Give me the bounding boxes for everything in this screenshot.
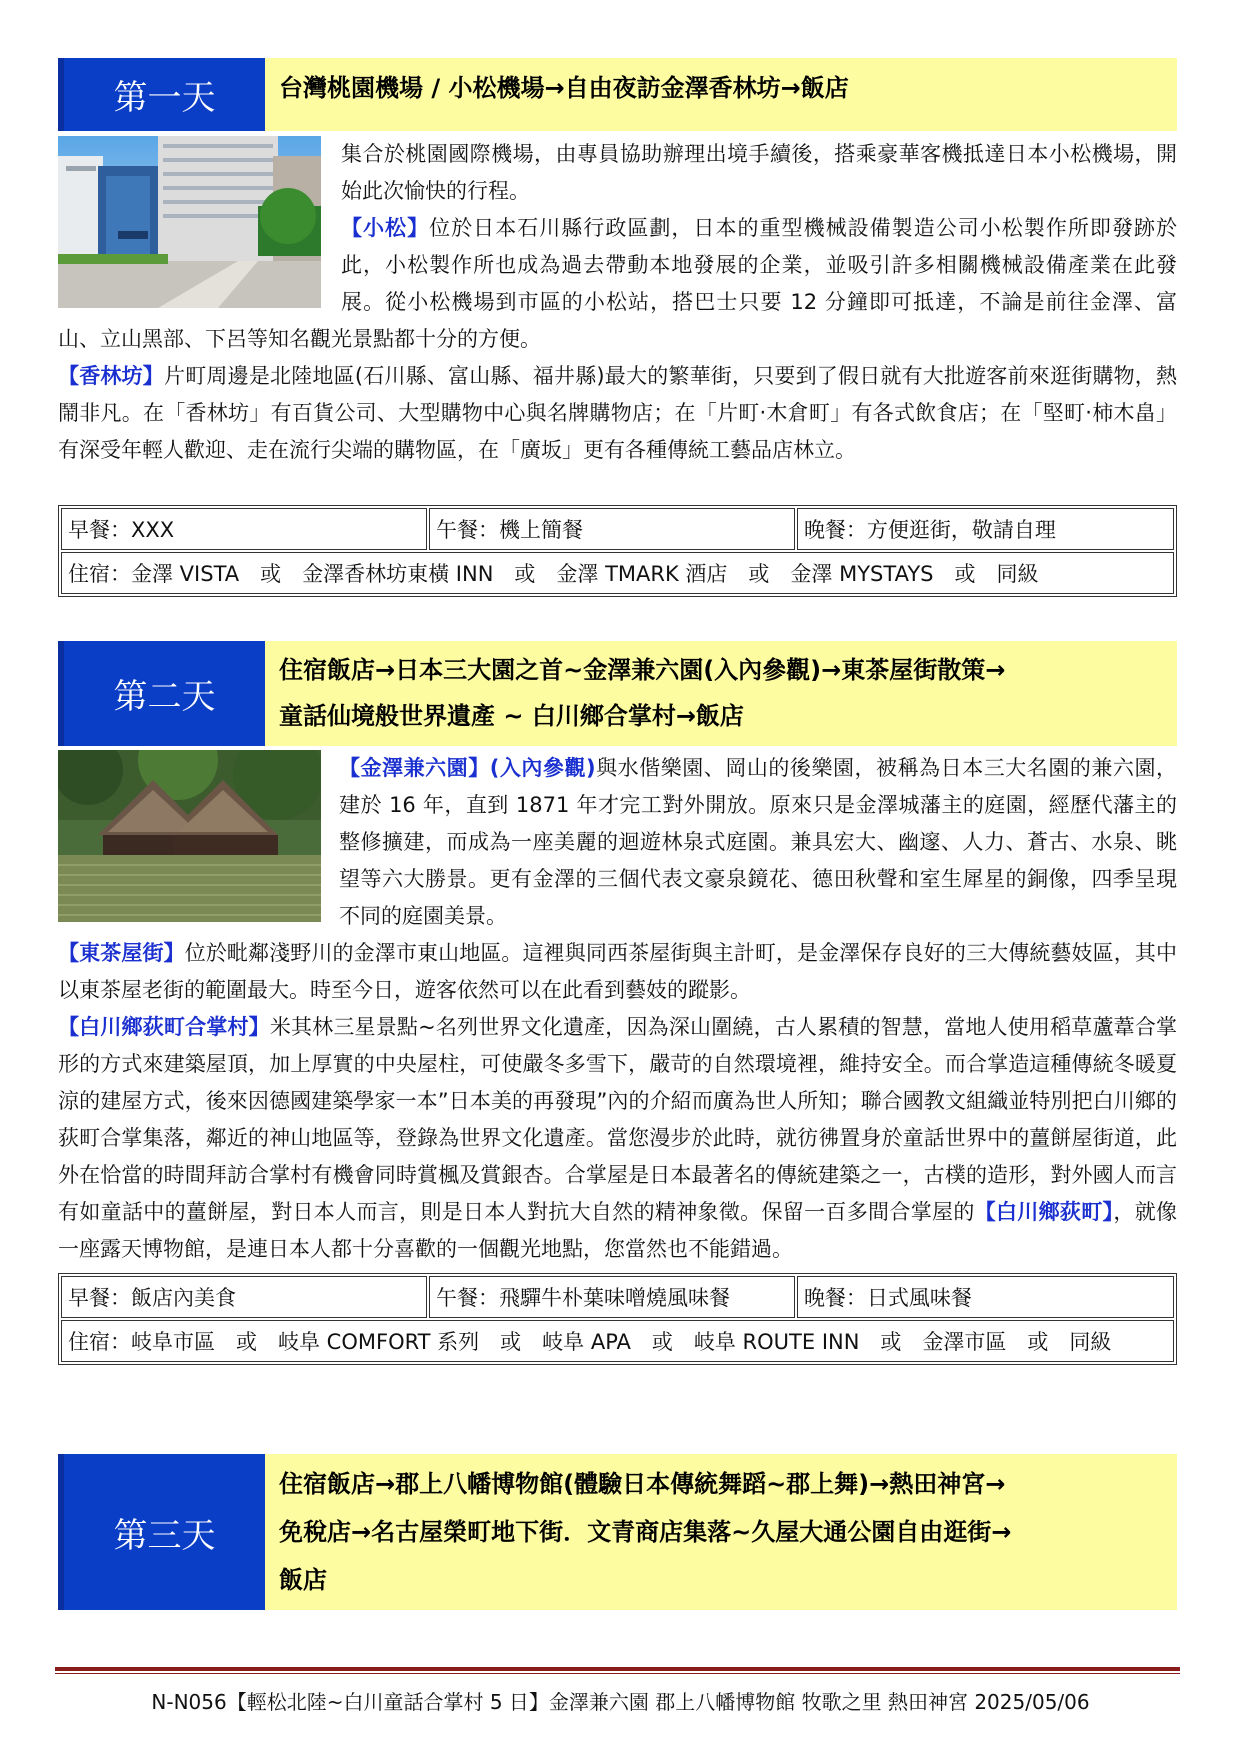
day1-photo-float-spacer xyxy=(58,136,341,314)
shirakawago-tag: 【白川鄉荻町合掌村】 xyxy=(58,1015,270,1039)
day1-meals-table xyxy=(58,505,1177,597)
higashi-chaya-text: 位於毗鄰淺野川的金澤市東山地區。這裡與同西茶屋街與主計町，是金澤保存良好的三大傳統藝妓區，其中以東茶屋老街的範圍最大。時至今日，遊客依然可以在此看到藝妓的蹤影。 xyxy=(58,941,1178,1002)
day3-title-line1: 住宿飯店→郡上八幡博物館(體驗日本傳統舞蹈~郡上舞)→熱田神宮→ xyxy=(279,1470,1006,1498)
komatsu-tag: 【小松】 xyxy=(341,216,430,240)
day2-photo-float-spacer xyxy=(58,750,339,930)
korinbo-text: 片町周邊是北陸地區(石川縣、富山縣、福井縣)最大的繁華街，只要到了假日就有大批遊客前來逛街購物，熱鬧非凡。在「香林坊」有百貨公司、大型購物中心與名牌購物店；在「片町‧木倉町」有各式飲食店；在「堅町‧柿木畠」有深受年輕人歡迎、走在流行尖端的購物區，在「廣坂」更有各種傳統工藝品店林立。 xyxy=(58,364,1178,462)
footer-product-code: N-N056【輕松北陸~白川童話合掌村 5 日】金澤兼六園 郡上八幡博物館 牧歌之里 熱田神宮 2025/05/06 xyxy=(151,1690,1090,1714)
shirakawago-text-end: ，就像一座露天博物館，是連日本人都十分喜歡的一個觀光地點，您當然也不能錯過。 xyxy=(58,1200,1178,1261)
day1-description xyxy=(58,136,1177,469)
komatsu-text: 位於日本石川縣行政區劃，日本的重型機械設備製造公司小松製作所即發跡於此，小松製作所也成為過去帶動本地發展的企業，並吸引許多相關機械設備產業在此發展。從小松機場到市區的小松站，搭巴士只要 12 分鐘即可抵達，不論是前往金澤、富山、立山黑部、下呂等知名觀光景點都十分的方便。 xyxy=(58,216,1177,351)
day1-dinner: 晚餐：方便逛街，敬請自理 xyxy=(797,508,1174,550)
day2-title-line2: 童話仙境般世界遺產 ~ 白川鄉合掌村→飯店 xyxy=(279,702,744,730)
korinbo-tag: 【香林坊】 xyxy=(58,364,165,388)
day2-description xyxy=(58,750,1177,1268)
day2-header xyxy=(58,641,1177,746)
footer-rule-thin xyxy=(55,1673,1180,1674)
ogimachi-tag: 【白川鄉荻町】 xyxy=(974,1200,1114,1224)
kenrokuen-tag: 【金澤兼六園】(入內參觀) xyxy=(339,756,596,780)
day1-breakfast: 早餐：XXX xyxy=(61,508,427,550)
day2-tab: 第二天 xyxy=(58,641,265,746)
day3-header xyxy=(58,1454,1177,1610)
shirakawago-text: 米其林三星景點~名列世界文化遺產，因為深山圍繞，古人累積的智慧，當地人使用稻草蘆葦合掌形的方式來建築屋頂，加上厚實的中央屋柱，可使嚴冬多雪下，嚴苛的自然環境裡，維持安全。而合掌造這種傳統冬暖夏涼的建屋方式，後來因德國建築學家一本”日本美的再發現”內的介紹而廣為世人所知；聯合國教文組織並特別把白川鄉的荻町合掌集落，鄰近的神山地區等，登錄為世界文化遺產。當您漫步於此時，就彷彿置身於童話世界中的薑餅屋街道，此外在恰當的時間拜訪合掌村有機會同時賞楓及賞銀杏。合掌屋是日本最著名的傳統建築之一，古樸的造形，對外國人而言有如童話中的薑餅屋，對日本人而言，則是日本人對抗大自然的精神象徵。保留一百多間合掌屋的 xyxy=(58,1015,1178,1224)
kenrokuen-text: 與水偕樂園、岡山的後樂園，被稱為日本三大名園的兼六園，建於 16 年，直到 1871 年才完工對外開放。原來只是金澤城藩主的庭園，經歷代藩主的整修擴建，而成為一座美麗的迴遊林泉式庭園。兼具宏大、幽邃、人力、蒼古、水泉、眺望等六大勝景。更有金澤的三個代表文豪泉鏡花、德田秋聲和室生犀星的銅像，四季呈現不同的庭園美景。 xyxy=(339,756,1177,928)
day1-header xyxy=(58,58,1177,131)
day2-meals-table xyxy=(58,1273,1177,1365)
day2-breakfast: 早餐：飯店內美食 xyxy=(61,1276,427,1318)
day1-intro: 集合於桃園國際機場，由專員協助辦理出境手續後，搭乘豪華客機抵達日本小松機場，開始此次愉快的行程。 xyxy=(341,142,1177,203)
day1-lunch: 午餐：機上簡餐 xyxy=(429,508,795,550)
day1-title: 台灣桃園機場 / 小松機場→自由夜訪金澤香林坊→飯店 xyxy=(265,58,1177,131)
day2-shirakawago-paragraph xyxy=(58,1009,1177,1268)
day2-lunch: 午餐：飛驒牛朴葉味噌燒風味餐 xyxy=(429,1276,795,1318)
day3-title-line3: 飯店 xyxy=(279,1566,327,1594)
day1-tab: 第一天 xyxy=(58,58,265,131)
day1-korinbo-paragraph xyxy=(58,358,1177,469)
day2-dinner: 晚餐：日式風味餐 xyxy=(797,1276,1174,1318)
day2-title-line1: 住宿飯店→日本三大園之首~金澤兼六園(入內參觀)→東茶屋街散策→ xyxy=(279,656,1006,684)
day2-title xyxy=(265,641,1177,746)
day3-tab: 第三天 xyxy=(58,1454,265,1610)
footer-rule-thick xyxy=(55,1667,1180,1671)
day2-higashi-chaya-paragraph xyxy=(58,935,1177,1009)
day3-title xyxy=(265,1454,1177,1610)
day1-hotel: 住宿：金澤 VISTA 或 金澤香林坊東橫 INN 或 金澤 TMARK 酒店 或 金澤 MYSTAYS 或 同級 xyxy=(61,552,1174,594)
day3-title-line2: 免稅店→名古屋榮町地下街．文青商店集落~久屋大通公園自由逛街→ xyxy=(279,1518,1012,1546)
higashi-chaya-tag: 【東茶屋街】 xyxy=(58,941,185,965)
day2-hotel: 住宿：岐阜市區 或 岐阜 COMFORT 系列 或 岐阜 APA 或 岐阜 ROUTE INN 或 金澤市區 或 同級 xyxy=(61,1320,1174,1362)
